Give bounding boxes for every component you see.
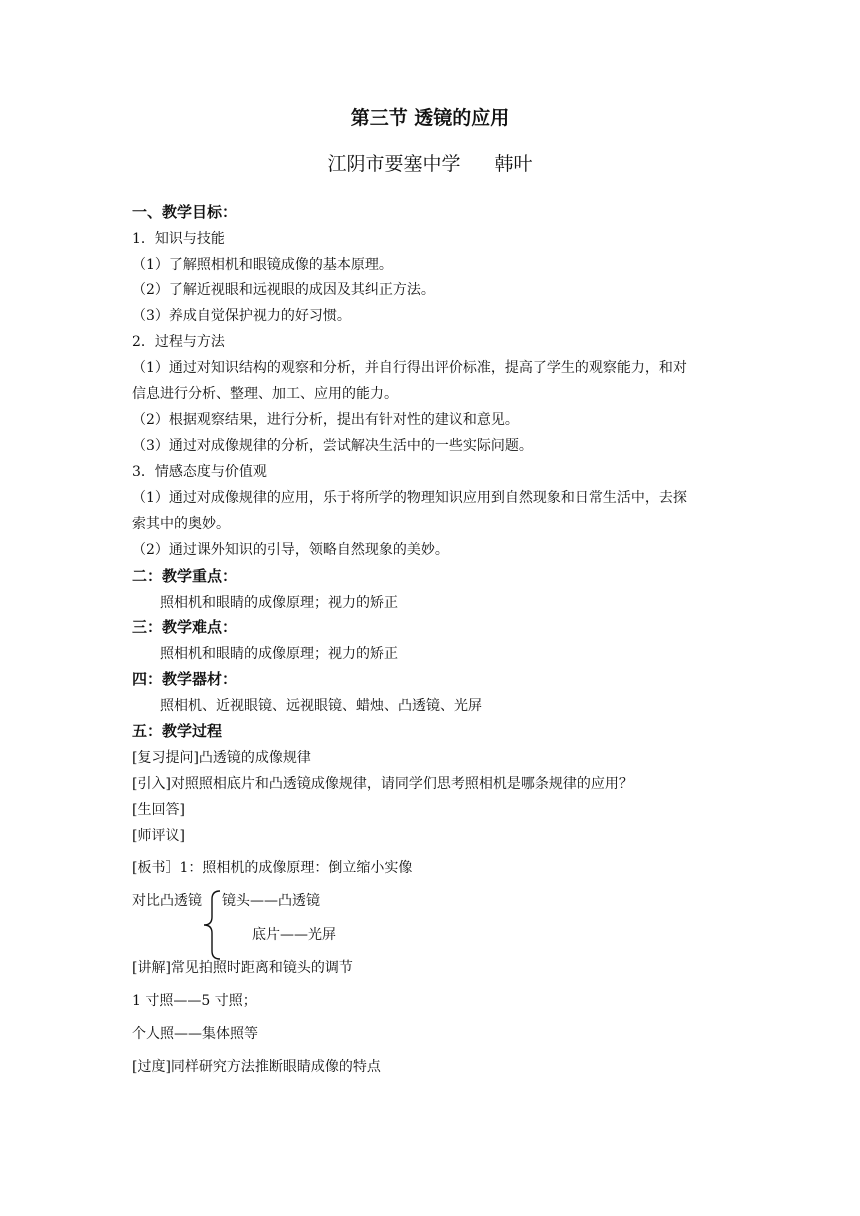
- attitude-item-1-line-2: 索其中的奥妙。: [132, 516, 230, 532]
- procedure-line: [板书］1：照相机的成像原理：倒立缩小实像: [132, 860, 413, 876]
- attitude-label: 3．情感态度与价值观: [132, 464, 267, 480]
- procedure-after-line: 1 寸照——5 寸照；: [132, 993, 257, 1009]
- procedure-after-line: [过度]同样研究方法推断眼睛成像的特点: [132, 1059, 381, 1075]
- knowledge-item: （2）了解近视眼和远视眼的成因及其纠正方法。: [132, 282, 435, 298]
- knowledge-item: （3）养成自觉保护视力的好习惯。: [132, 308, 351, 324]
- knowledge-item: （1）了解照相机和眼镜成像的基本原理。: [132, 257, 393, 273]
- knowledge-label: 1．知识与技能: [132, 231, 225, 247]
- compare-label: 对比凸透镜: [132, 893, 202, 909]
- compare-line-2: 底片——光屏: [252, 927, 336, 943]
- author-name: 韩叶: [494, 153, 533, 175]
- procedure-after-line: 个人照——集体照等: [132, 1026, 258, 1042]
- compare-line-1: 镜头——凸透镜: [222, 893, 320, 909]
- equipment-text: 照相机、近视眼镜、远视眼镜、蜡烛、凸透镜、光屏: [160, 698, 482, 714]
- key-points-text: 照相机和眼睛的成像原理；视力的矫正: [160, 595, 398, 611]
- procedure-line: [复习提问]凸透镜的成像规律: [132, 750, 311, 766]
- process-item-3: （3）通过对成像规律的分析，尝试解决生活中的一些实际问题。: [132, 438, 533, 454]
- author-line: [0, 152, 860, 176]
- difficult-points-heading: 三：教学难点：: [132, 618, 238, 636]
- goals-heading: 一、教学目标：: [132, 203, 238, 221]
- page-title: 第三节 透镜的应用: [350, 107, 510, 129]
- procedure-line: [师评议]: [132, 828, 185, 844]
- process-item-1-line-2: 信息进行分析、整理、加工、应用的能力。: [132, 386, 398, 402]
- procedure-line: [生回答]: [132, 802, 185, 818]
- procedure-heading: 五：教学过程: [132, 722, 223, 740]
- process-item-1-line-1: （1）通过对知识结构的观察和分析，并自行得出评价标准，提高了学生的观察能力，和对: [132, 360, 687, 376]
- author-school: 江阴市要塞中学: [327, 153, 461, 175]
- procedure-after-line: [讲解]常见拍照时距离和镜头的调节: [132, 960, 353, 976]
- procedure-line: [引入]对照照相底片和凸透镜成像规律，请同学们思考照相机是哪条规律的应用？: [132, 776, 633, 792]
- attitude-item-2: （2）通过课外知识的引导，领略自然现象的美妙。: [132, 542, 449, 558]
- equipment-heading: 四：教学器材：: [132, 670, 238, 688]
- curly-brace-icon: [200, 890, 224, 960]
- attitude-item-1-line-1: （1）通过对成像规律的应用，乐于将所学的物理知识应用到自然现象和日常生活中，去探: [132, 490, 687, 506]
- difficult-points-text: 照相机和眼睛的成像原理；视力的矫正: [160, 646, 398, 662]
- process-item-2: （2）根据观察结果，进行分析，提出有针对性的建议和意见。: [132, 412, 519, 428]
- key-points-heading: 二：教学重点：: [132, 567, 238, 585]
- process-label: 2．过程与方法: [132, 334, 225, 350]
